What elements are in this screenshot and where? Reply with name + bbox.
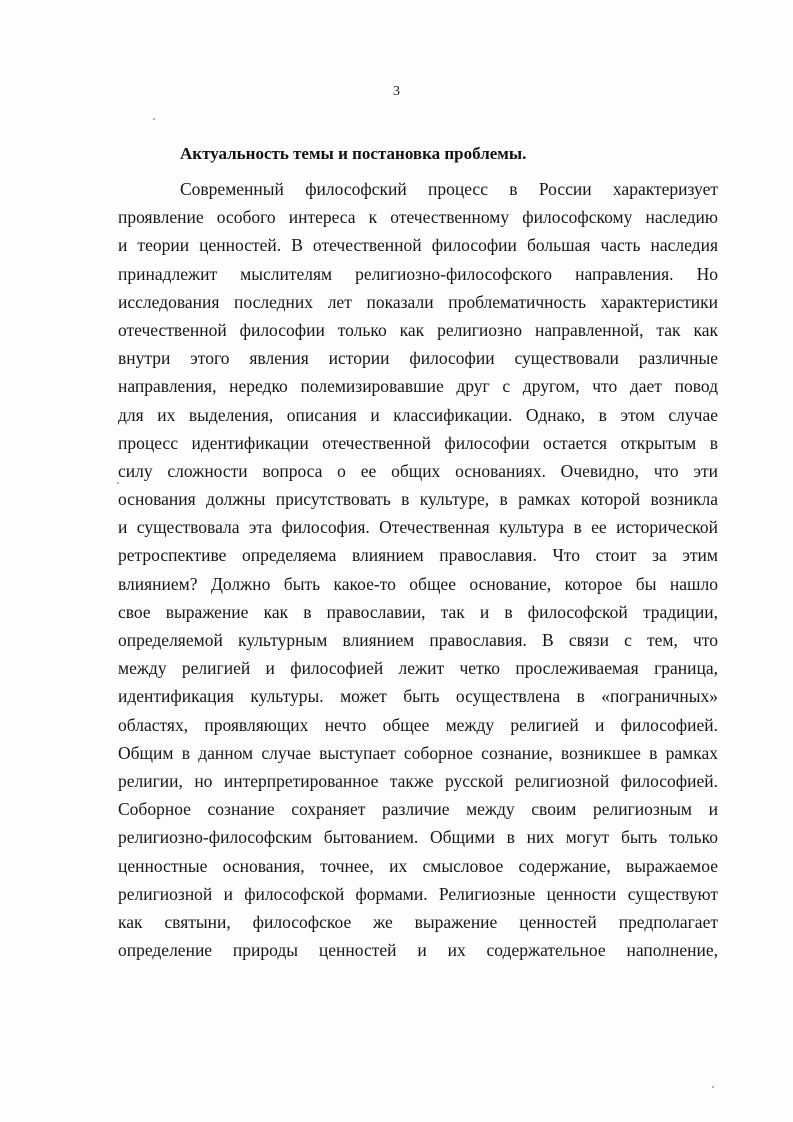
text-line: для их выделения, описания и классификации. Однако, в этом случае (118, 404, 718, 425)
text-line: основания должны присутствовать в культуре, в рамках которой возникла (118, 489, 718, 510)
text-line: силу сложности вопроса о ее общих основаниях. Очевидно, что эти (118, 460, 718, 481)
text-line: областях, проявляющих нечто общее между религией и философией. (118, 714, 718, 735)
text-line: направления, нередко полемизировавшие друг с другом, что дает повод (118, 376, 718, 397)
text-line: принадлежит мыслителям религиозно-философского направления. Но (118, 263, 718, 284)
text-line: религиозной и философской формами. Религиозные ценности существуют (118, 883, 718, 904)
text-line: ценностные основания, точнее, их смысловое содержание, выражаемое (118, 855, 718, 876)
page-number: 3 (393, 84, 400, 99)
text-line: определяемой культурным влиянием православия. В связи с тем, что (118, 630, 718, 650)
text-line: Общим в данном случае выступает соборное сознание, возникшее в рамках (118, 742, 718, 763)
text-line: отечественной философии только как религиозно направленной, так как (118, 319, 718, 340)
section-heading: Актуальность темы и постановка проблемы. (180, 144, 527, 163)
text-line: Современный философский процесс в России характеризует (180, 179, 718, 199)
text-line: идентификация культуры. может быть осуществлена в «пограничных» (118, 686, 718, 707)
text-line: определение природы ценностей и их содержательное наполнение, (118, 940, 718, 961)
scan-speck (712, 1086, 714, 1088)
text-line: религии, но интерпретированное также русской религиозной философией. (118, 770, 718, 791)
text-line: процесс идентификации отечественной философии остается открытым в (118, 432, 718, 453)
text-line: внутри этого явления истории философии существовали различные (118, 348, 718, 369)
text-line: между религией и философией лежит четко прослеживаемая граница, (118, 658, 718, 679)
text-line: проявление особого интереса к отечественному философскому наследию (118, 207, 718, 228)
body-paragraph (118, 175, 718, 964)
text-line: и существовала эта философия. Отечественная культура в ее исторической (118, 517, 718, 538)
scan-speck (153, 118, 155, 120)
text-line: религиозно-философским бытованием. Общими в них могут быть только (118, 827, 718, 848)
text-line: свое выражение как в православии, так и в философской традиции, (118, 601, 718, 622)
text-line: исследования последних лет показали проблематичность характеристики (118, 291, 718, 312)
text-line: ретроспективе определяема влиянием православия. Что стоит за этим (118, 545, 718, 566)
text-line: как святыни, философское же выражение ценностей предполагает (118, 911, 718, 932)
text-line: Соборное сознание сохраняет различие между своим религиозным и (118, 799, 718, 820)
text-line: влиянием? Должно быть какое-то общее основание, которое бы нашло (118, 573, 718, 594)
text-line: и теории ценностей. В отечественной философии большая часть наследия (118, 235, 718, 256)
scan-speck (117, 482, 119, 484)
